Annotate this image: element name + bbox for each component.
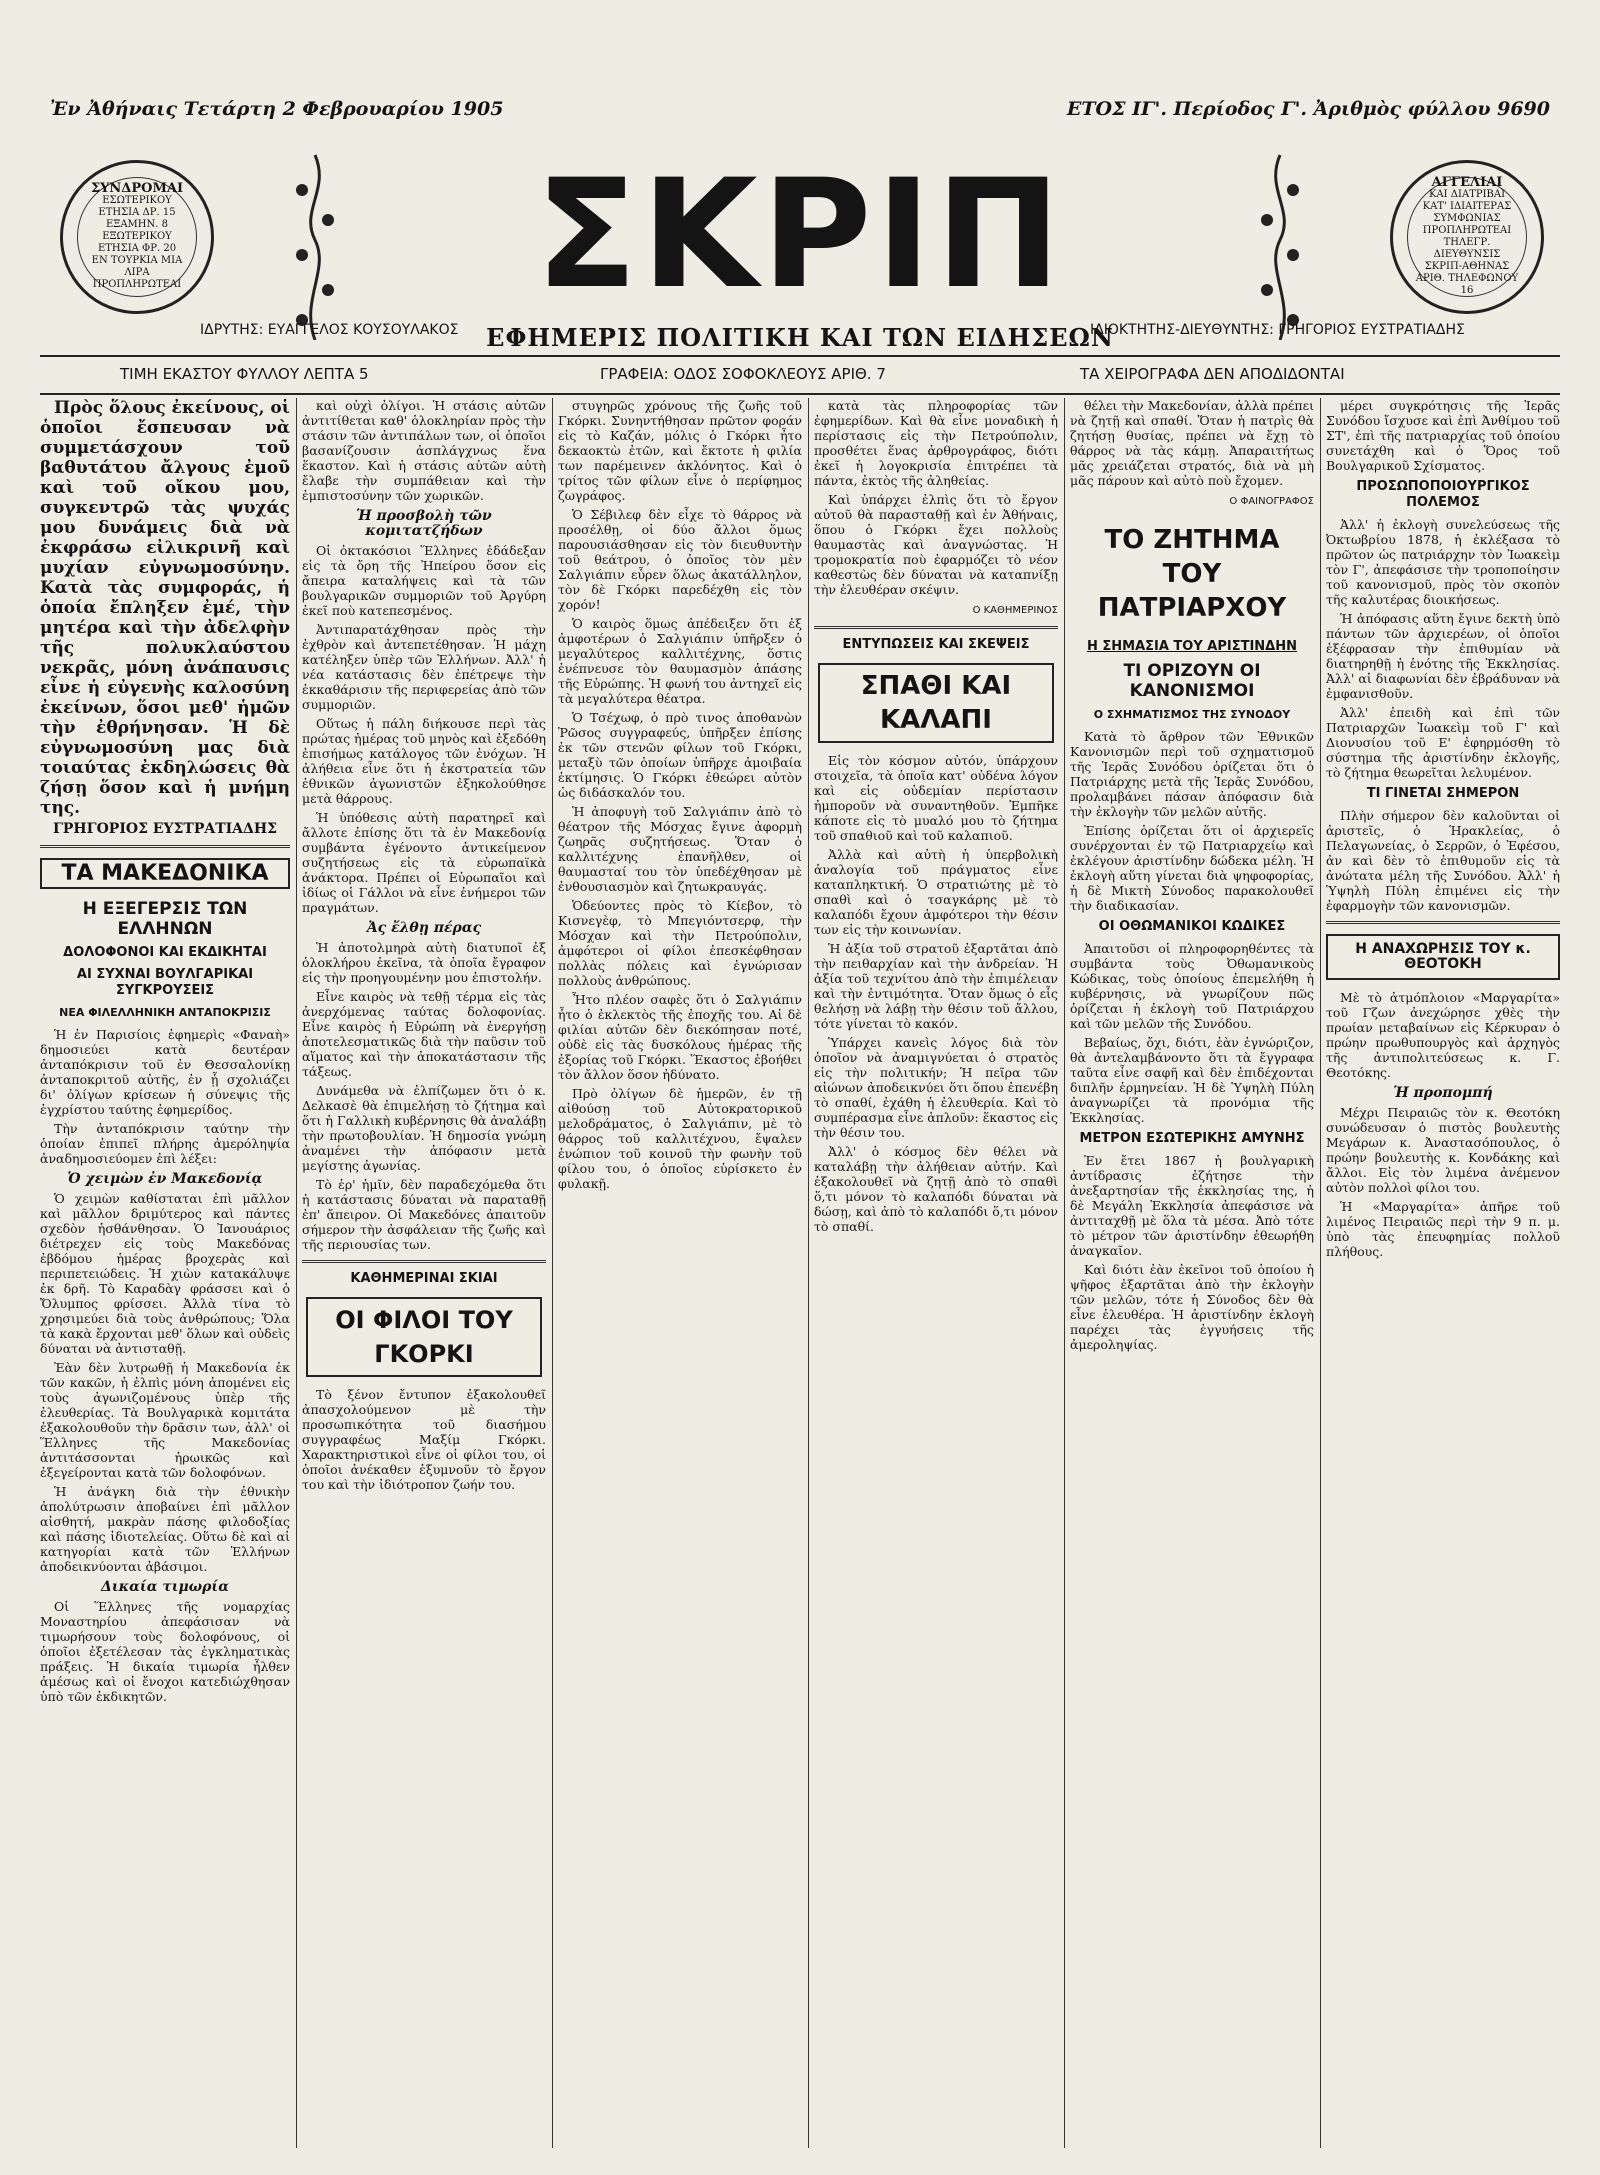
thanks-signature: ΓΡΗΓΟΡΙΟΣ ΕΥΣΤΡΑΤΙΑΔΗΣ — [52, 821, 278, 837]
column-rule — [1320, 398, 1321, 2148]
article-paragraph: Ἀλλ' ὁ κόσμος δὲν θέλει νὰ καταλάβῃ τὴν ἀλήθειαν αὐτήν. Καὶ ἐξακολουθεῖ νὰ ζητῇ ἀπὸ τὸ σπαθὶ ὅ,τι μόνον τὸ καλαπόδι δύναται νὰ δώσῃ, καὶ ἀπὸ τὸ καλαπόδι ὅ,τι μόνον τὸ σπαθί. — [814, 1144, 1058, 1234]
stamp-line: ΣΚΡΙΠ-ΑΘΗΝΑΣ — [1424, 261, 1510, 272]
column-rule — [808, 398, 809, 2148]
daily-section-label: ΚΑΘΗΜΕΡΙΝΑΙ ΣΚΙΑΙ — [350, 1271, 498, 1286]
thanks-notice: Πρὸς ὅλους ἐκείνους, οἱ ὁποῖοι ἔσπευσαν νὰ συμμετάσχουν τοῦ βαθυτάτου ἄλγους ἐμοῦ καὶ τοῦ οἴκου μου, συγκεντρῶ τὰς ψυχάς μου δυνάμεις διὰ νὰ ἐκφράσω εἰλικρινῆ καὶ μυχίαν εὐγνωμοσύνην. Κατὰ τὰς συμφοράς, ἡ ὁποία ἔπληξεν ἐμέ, τὴν μητέρα καὶ τὴν ἀδελφὴν τῆς πολυκλαύστου νεκρᾶς, μόνη ἀνάπαυσις εἶνε ἡ εὐγενὴς καλοσύνη ἐκείνων, ὅσοι μεθ' ἡμῶν τὴν ἐθρήνησαν. Ἡ δὲ εὐγνωμοσύνη μας διὰ τοιαύτας ἐκδηλώσεις θὰ ζήσῃ ὅσον καὶ ἡ μνήμη της. — [40, 398, 290, 818]
article-paragraph: Βεβαίως, ὄχι, διότι, ἐὰν ἐγνώριζον, θὰ ἀντελαμβάνοντο ὅτι τὰ ἔγγραφα ταῦτα εἶνε σαφῆ καὶ δὲν ἐπιδέχονται διπλῆν ἑρμηνείαν. Ἡ δὲ Ὑψηλὴ Πύλη ἀναγνωρίζει τὰ προνόμια τῆς Ἐκκλησίας. — [1070, 1035, 1314, 1125]
article-paragraph: Ὑπάρχει κανεὶς λόγος διὰ τὸν ὁποῖον νὰ ἀναμιγνύεται ὁ στρατὸς εἰς τὴν πολιτικήν; Ἡ πεῖρα τῶν αἰώνων ἀποδεικνύει ὅτι ὅπου ἐπενέβη τὸ σπαθί, ἐχάθη ἡ ἐλευθερία. Καὶ τὸ συμπέρασμα εἶνε ἁπλοῦν: ἕκαστος εἰς τὴν θέσιν του. — [814, 1035, 1058, 1140]
article-paragraph: Ἐπίσης ὁρίζεται ὅτι οἱ ἀρχιερεῖς συνέρχονται ἐν τῷ Πατριαρχείῳ καὶ ἐκλέγουν ἀριστίνδην δώδεκα μέλη. Ἡ ἐκλογὴ αὕτη γίνεται διὰ ψηφοφορίας, ἡ δὲ Μικτὴ Σύνοδος παρακολουθεῖ τὴν διαδικασίαν. — [1070, 823, 1314, 913]
article-paragraph: Πλὴν σήμερον δὲν καλοῦνται οἱ ἀριστεῖς, ὁ Ἡρακλείας, ὁ Πελαγωνείας, ὁ Σερρῶν, ὁ Ἐφέσου, ἀν καὶ δὲν τὸ ἐπιθυμοῦν εἰς τὰ ἀνώτατα μέλη τῆς Συνόδου. Ἀλλ' ἡ Ὑψηλὴ Πύλη ἐπιμένει εἰς τὴν ἐφαρμογὴν τῶν κανονισμῶν. — [1326, 808, 1560, 913]
owner-line: ΙΔΙΟΚΤΗΤΗΣ-ΔΙΕΥΘΥΝΤΗΣ: ΓΡΗΓΟΡΙΟΣ ΕΥΣΤΡΑΤΙΑΔΗΣ — [1090, 322, 1465, 338]
article-paragraph: Ἐν ἔτει 1867 ἡ βουλγαρικὴ ἀντίδρασις ἐζήτησε τὴν ἀνεξαρτησίαν τῆς ἐκκλησίας της, ἡ δὲ Μεγάλη Ἐκκλησία ἀπεφάσισε νὰ ἀντιταχθῇ μὲ ὅλα τὰ μέσα. Ἀπὸ τότε τὸ μέτρον τῶν ἀριστίνδην ἐθεωρήθη ἀναγκαῖον. — [1070, 1153, 1314, 1258]
macedonia-subhead-3: ΑΙ ΣΥΧΝΑΙ ΒΟΥΛΓΑΡΙΚΑΙ ΣΥΓΚΡΟΥΣΕΙΣ — [76, 967, 254, 998]
column-2 — [302, 398, 546, 2148]
sword-headline: ΣΠΑΘΙ ΚΑΙ ΚΑΛΑΠΙ — [818, 663, 1054, 743]
article-paragraph: Ἀλλ' ἡ ἐκλογὴ συνελεύσεως τῆς Ὀκτωβρίου 1878, ἡ ἐκλέξασα τὸ πρῶτον ὡς πατριάρχην τὸν Ἰωακεὶμ τὸν Γ', ἀπεφάσισε τὴν τροποποίησιν τοῦ κανονισμοῦ, πρὸς τὸν σκοπὸν τῆς καλυτέρας διοικήσεως. — [1326, 517, 1560, 607]
date-issue-line — [50, 98, 1550, 128]
macedonia-headline: ΤΑ ΜΑΚΕΔΟΝΙΚΑ — [40, 858, 290, 889]
column-5 — [1070, 398, 1314, 2148]
info-bar — [40, 355, 1560, 395]
article-paragraph: Τὴν ἀνταπόκρισιν ταύτην τὴν ὁποίαν ἐπιπεῖ πλήρης ἀμερόληψία ἀναδημοσιεύομεν ἐπὶ λέξει: — [40, 1121, 290, 1166]
article-paragraph: Ὁ Τσέχωφ, ὁ πρὸ τινος ἀποθανὼν Ῥῶσος συγγραφεύς, ὑπῆρξεν ἐπίσης ἐκ τῶν στενῶν φίλων τοῦ Γκόρκι, μεταξὺ τῶν ὁποίων ὑπῆρχε ἀμοιβαία ἐκτίμησις. Ὁ Γκόρκι ἐθεώρει αὐτὸν ὡς διδάσκαλόν του. — [558, 710, 802, 800]
article-paragraph: μέρει συγκρότησις τῆς Ἱερᾶς Συνόδου ἴσχυσε καὶ ἐπὶ Ἀνθίμου τοῦ ΣΤ', ἐπὶ τῆς πατριαρχίας τοῦ ὁποίου συνετάχθη καὶ ὁ Ὅρος τοῦ Βουλγαρικοῦ Σχίσματος. — [1326, 398, 1560, 473]
stamp-line: ΚΑΙ ΔΙΑΤΡΙΒΑΙ — [1428, 189, 1506, 200]
article-paragraph: Τὸ ξένον ἔντυπον ἐξακολουθεῖ ἀπασχολούμενον μὲ τὴν προσωπικότητα τοῦ διασήμου συγγραφέως Μαξίμ Γκόρκι. Χαρακτηριστικοὶ εἶνε οἱ φίλοι του, οἱ ὁποῖοι ἀνέκαθεν ἐξυμνοῦν τὸ ἔργον του καὶ τὴν ἰδιότροπον ζωήν του. — [302, 1387, 546, 1492]
issue-line: ΕΤΟΣ ΙΓ'. Περίοδος Γ'. Ἀριθμὸς φύλλου 9690 — [1066, 98, 1550, 120]
column-rule — [552, 398, 553, 2148]
offices-label: ΓΡΑΦΕΙΑ: ΟΔΟΣ ΣΟΦΟΚΛΕΟΥΣ ΑΡΙΘ. 7 — [600, 365, 886, 383]
stamp-line: ΤΗΛΕΓΡ. ΔΙΕΥΘΥΝΣΙΣ — [1433, 237, 1501, 260]
column-rule — [296, 398, 297, 2148]
article-paragraph: Ἡ ἐν Παρισίοις ἐφημερὶς «Φαναὴ» δημοσιεύει κατὰ δευτέραν ἀνταπόκρισιν τοῦ ἐν Θεσσαλονίκῃ ἀνταποκριτοῦ αὐτῆς, ἐν ᾗ σχολιάζει δι' ὀλίγων κρίσεων ἡ σύνεψις τῆς ἐγχρίστου ταύτης ἐφημερίδος. — [40, 1027, 290, 1117]
article-paragraph: Μὲ τὸ ἀτμόπλοιον «Μαργαρίτα» τοῦ Γζων ἀνεχώρησε χθὲς τὴν πρωίαν μεταβαίνων εἰς Κέρκυραν ὁ πρώην πρωθυπουργὸς καὶ ἀρχηγὸς τῆς ἀντιπολιτεύσεως κ. Γ. Θεοτόκης. — [1326, 990, 1560, 1080]
section-subhead: ΜΕΤΡΟΝ ΕΣΩΤΕΡΙΚΗΣ ΑΜΥΝΗΣ — [1079, 1131, 1305, 1146]
article-columns — [40, 398, 1560, 2148]
article-paragraph: Ὁ χειμὼν καθίσταται ἐπὶ μᾶλλον καὶ μᾶλλον δριμύτερος καὶ πάντες σχεδὸν ἠσθάνθησαν. Ὁ Ἰανουάριος διέτρεχεν εἰς τοὺς Μακεδόνας ἐβδόμου ἡμέρας βροχερὰς καὶ περιπετειώδεις. Ἡ χιὼν κατακάλυψε ἐκ δρῆ. Τὸ Καραδὰγ φράσσει καὶ ὁ Ὄλυμπος φρίσσει. Ἀλλὰ τίνα τὸ χρησιμεύει διὰ τοὺς ἀνθρώπους; Ὅλα τὰ κακὰ ἔρχονται μεθ' ὅλων καὶ οὐδεὶς δύναται νὰ ἀντισταθῇ. — [40, 1191, 290, 1356]
advertisements-stamp-head: ΑΓΓΕΛΙΑΙ — [1431, 175, 1503, 190]
article-paragraph: καὶ οὐχὶ ὀλίγοι. Ἡ στάσις αὐτῶν ἀντιτίθεται καθ' ὁλοκληρίαν πρὸς τὴν στάσιν τῶν ἀντιπάλων των, οἱ ὁποῖοι βασανίζουσιν ἀσπλάγχνως ἕνα ἕκαστον. Καὶ ἡ στάσις αὐτῶν αὐτὴ ἔλαβε τὴν συμπάθειαν καὶ τὴν ἐμπιστοσύνην τῶν χωρικῶν. — [302, 398, 546, 503]
stamp-line: ΠΡΟΠΛΗΡΩΤΕΑΙ — [1422, 225, 1512, 236]
founder-line: ΙΔΡΥΤΗΣ: ΕΥΑΓΓΕΛΟΣ ΚΟΥΣΟΥΛΑΚΟΣ — [200, 322, 459, 338]
article-paragraph: Ἀλλὰ καὶ αὐτὴ ἡ ὑπερβολικὴ ἀναλογία τοῦ πράγματος εἶνε καταπληκτική. Ὁ στρατιώτης μὲ τὸ σπαθὶ καὶ ὁ τσαγκάρης μὲ τὸ καλαπόδι ἔχουν ἀμφότεροι τὴν θέσιν των εἰς τὴν κοινωνίαν. — [814, 847, 1058, 937]
section-subhead: Ὁ χειμὼν ἐν Μακεδονίᾳ — [67, 1171, 263, 1187]
section-subhead: Ἡ προπομπή — [1393, 1085, 1493, 1101]
article-byline: Ο ΚΑΘΗΜΕΡΙΝΟΣ — [972, 605, 1058, 616]
article-paragraph: θέλει τὴν Μακεδονίαν, ἀλλὰ πρέπει νὰ ζητῇ καὶ σπαθί. Ὅταν ἡ πατρὶς θὰ ζητήσῃ θυσίας, πρέπει νὰ ἔχῃ τὸ θάρρος νὰ τὰς κάμῃ. Ἀπαραιτήτως μᾶς χρειάζεται στρατός, διὰ νὰ μὴ μᾶς πάρουν καὶ αὐτὸ ποὺ ἔχομεν. — [1070, 398, 1314, 488]
article-paragraph: Ἡ ὑπόθεσις αὐτὴ παρατηρεῖ καὶ ἄλλοτε ἐπίσης ὅτι τὰ ἐν Μακεδονίᾳ συμβάντα ἐγένοντο ἀντικείμενον συζητήσεως εἰς τὰ εὐρωπαϊκὰ ἀνάκτορα. Πρέπει οἱ Εὐρωπαῖοι καὶ ἰδίως οἱ Γάλλοι νὰ εἶνε ἐνήμεροι τῶν πραγμάτων. — [302, 810, 546, 915]
stamp-line: ΠΡΟΠΛΗΡΩΤΕΑΙ — [92, 279, 182, 290]
gorki-headline: ΟΙ ΦΙΛΟΙ ΤΟΥ ΓΚΟΡΚΙ — [306, 1297, 542, 1377]
theotokis-headline: Η ΑΝΑΧΩΡΗΣΙΣ ΤΟΥ κ. ΘΕΟΤΟΚΗ — [1326, 934, 1560, 980]
article-paragraph: Τὸ ἐρ' ἡμῖν, δὲν παραδεχόμεθα ὅτι ἡ κατάστασις δύναται νὰ παραταθῇ ἐπ' ἄπειρον. Οἱ Μακεδόνες ἀπαιτοῦν σήμερον τὴν ἀσφάλειαν τῆς ζωῆς καὶ τῆς περιουσίας των. — [302, 1177, 546, 1252]
manuscripts-label: ΤΑ ΧΕΙΡΟΓΡΑΦΑ ΔΕΝ ΑΠΟΔΙΔΟΝΤΑΙ — [1080, 365, 1345, 383]
date-line: Ἐν Ἀθήναις Τετάρτη 2 Φεβρουαρίου 1905 — [50, 98, 504, 120]
stamp-line: ΕΞΩΤΕΡΙΚΟΥ — [102, 231, 172, 242]
article-paragraph: Καὶ διότι ἐὰν ἐκεῖνοι τοῦ ὁποίου ἡ ψῆφος ἐξαρτᾶται ἀπὸ τὴν ἐκλογὴν τῶν μελῶν, τότε ἡ Σύνοδος δὲν θὰ εἶνε ἐλευθέρα. Ἡ ἀριστίνδην ἐκλογὴ παρέχει τὰς ἐγγυήσεις τῆς ἀμεροληψίας. — [1070, 1262, 1314, 1352]
article-paragraph: Οἱ Ἕλληνες τῆς νομαρχίας Μοναστηρίου ἀπεφάσισαν νὰ τιμωρήσουν τοὺς δολοφόνους, οἱ ὁποῖοι ἐξετέλεσαν τὰς ἐγκληματικὰς πράξεις. Ἡ δικαία τιμωρία ἦλθεν ἀμέσως καὶ οἱ ἔνοχοι κατεδιώχθησαν ὑπὸ τῶν ἐκδικητῶν. — [40, 1599, 290, 1704]
impressions-section-label: ΕΝΤΥΠΩΣΕΙΣ ΚΑΙ ΣΚΕΨΕΙΣ — [842, 637, 1030, 652]
section-subhead: ΠΡΟΣΩΠΟΠΟΙΟΥΡΓΙΚΟΣ ΠΟΛΕΜΟΣ — [1356, 479, 1530, 510]
article-paragraph: Καὶ ὑπάρχει ἐλπὶς ὅτι τὸ ἔργον αὐτοῦ θὰ παρασταθῇ καὶ ἐν Ἀθήναις, ὅπου ὁ Γκόρκι ἔχει πολλοὺς θαυμαστὰς καὶ ἀναγνώστας. Ἡ τρομοκρατία ποὺ ἐφαρμόζει τὸ νέον καθεστὼς δὲν δύναται νὰ καταπνίξῃ τὴν ἐλευθέραν σκέψιν. — [814, 492, 1058, 597]
section-subhead: ΟΙ ΟΘΩΜΑΝΙΚΟΙ ΚΩΔΙΚΕΣ — [1098, 919, 1286, 934]
article-paragraph: Ἀλλ' ἐπειδὴ καὶ ἐπὶ τῶν Πατριαρχῶν Ἰωακεὶμ τοῦ Γ' καὶ Διονυσίου τοῦ Ε' ἐφηρμόσθη τὸ σύστημα τῆς ἀριστίνδην ἐκλογῆς, τὸ ζήτημα θεωρεῖται λελυμένον. — [1326, 705, 1560, 780]
macedonia-subhead-2: ΔΟΛΟΦΟΝΟΙ ΚΑΙ ΕΚΔΙΚΗΤΑΙ — [63, 945, 267, 960]
stamp-line: ΕΝ ΤΟΥΡΚΙΑ ΜΙΑ ΛΙΡΑ — [91, 255, 183, 278]
article-byline: Ο ΦΑΙΝΟΓΡΑΦΟΣ — [1229, 496, 1314, 507]
column-6 — [1326, 398, 1560, 2148]
column-1 — [40, 398, 290, 2148]
newspaper-subtitle: ΕΦΗΜΕΡΙΣ ΠΟΛΙΤΙΚΗ ΚΑΙ ΤΩΝ ΕΙΔΗΣΕΩΝ — [486, 323, 1114, 352]
macedonia-subhead-4: ΝΕΑ ΦΙΛΕΛΛΗΝΙΚΗ ΑΝΤΑΠΟΚΡΙΣΙΣ — [59, 1006, 271, 1019]
patriarch-headline: ΤΟ ΖΗΤΗΜΑ ΤΟΥ ΠΑΤΡΙΑΡΧΟΥ — [1097, 525, 1287, 623]
article-paragraph: Οἱ ὀκτακόσιοι Ἕλληνες ἐδάδεξαν εἰς τὰ ὄρη τῆς Ἠπείρου ὅσον εἰς ἄπειρα καταλήψεις καὶ τὰ τῶν βουλγαρικῶν συμμοριῶν τοῦ Ἀργύρη ἐκεῖ ποὺ κατεπεσμένος. — [302, 543, 546, 618]
masthead-title-block — [0, 140, 1600, 352]
article-paragraph: Εἶνε καιρὸς νὰ τεθῇ τέρμα εἰς τὰς ἀνερχόμενας ταύτας δολοφονίας. Εἶνε καιρὸς ἡ Εὐρώπη νὰ ἐνεργήσῃ ἀποτελεσματικῶς διὰ τὴν παῦσιν τοῦ αἵματος καὶ τὴν ἀποκατάστασιν τῆς τάξεως. — [302, 989, 546, 1079]
stamp-line: ΚΑΤ' ΙΔΙΑΙΤΕΡΑΣ — [1422, 201, 1512, 212]
section-subhead: Ἀς ἔλθῃ πέρας — [366, 920, 482, 936]
article-paragraph: κατὰ τὰς πληροφορίας τῶν ἐφημερίδων. Καὶ θὰ εἶνε μοναδικὴ ἡ περίστασις εἰς τὴν Πετρούπολιν, προσθέτει ἕνας ἀρθρογράφος, διότι ἐκεῖ ἡ λογοκρισία ἐπιτρέπει τὰ πάντα, ἐκτὸς τῆς ἀληθείας. — [814, 398, 1058, 488]
stamp-line: ΕΤΗΣΙΑ ΦΡ. 20 — [97, 243, 177, 254]
patriarch-subhead-1: Η ΣΗΜΑΣΙΑ ΤΟΥ ΑΡΙΣΤΙΝΔΗΝ — [1086, 639, 1298, 654]
article-paragraph: στυγηρῶς χρόνους τῆς ζωῆς τοῦ Γκόρκι. Συνηντήθησαν πρῶτον φοράν εἰς τὸ Καζάν, μόλις ὁ Γκόρκι ἦτο δεκαοκτὼ ἐτῶν, καὶ ἔκτοτε ἡ φιλία των παρέμεινεν ἀκλόνητος. Καὶ ὁ τρίτος τῶν φίλων εἶνε ὁ περίφημος ζωγράφος. — [558, 398, 802, 503]
article-paragraph: Πρὸ ὀλίγων δὲ ἡμερῶν, ἐν τῇ αἰθούσῃ τοῦ Αὐτοκρατορικοῦ μελοδράματος, ὁ Σαλγιάπιν, μὲ τὸ θάρρος τοῦ καλλιτέχνου, ἔψαλεν ἐνώπιον τοῦ κοινοῦ τὴν φωνὴν τοῦ φίλου του, ὁ ὁποῖος εὑρίσκετο ἐν φυλακῇ. — [558, 1086, 802, 1191]
article-paragraph: Ὁ Σέβιλεφ δὲν εἶχε τὸ θάρρος νὰ προσέλθῃ, οἱ δύο ἄλλοι ὅμως παρουσιάσθησαν εἰς τὸν διευθυντὴν τοῦ θεάτρου, ὁ ὁποῖος τὸν μὲν Σαλγιάπιν εὗρεν ὅλως ἀκατάλληλον, τὸν δὲ Γκόρκι παρεδέχθη εἰς τὸν χορόν! — [558, 507, 802, 612]
stamp-line: ΕΣΩΤΕΡΙΚΟΥ — [102, 195, 172, 206]
article-paragraph: Οὕτως ἡ πάλη διήκουσε περὶ τὰς πρώτας ἡμέρας τοῦ μηνὸς καὶ ἐξεδόθη ἐπισήμως κατάλογος τῶν ἐνόχων. Ἡ ἀλήθεια εἶνε ὅτι ἡ ἐκστρατεία τῶν ἐθνικῶν ἀγωνιστῶν ἐξηκολούθησε μετὰ θάρρους. — [302, 716, 546, 806]
column-3 — [558, 398, 802, 2148]
article-paragraph: Ἡ «Μαργαρίτα» ἀπῆρε τοῦ λιμένος Πειραιῶς περὶ τὴν 9 π. μ. ὑπὸ τὰς ἐπευφημίας πολλοῦ πλήθους. — [1326, 1199, 1560, 1259]
article-paragraph: Ὁ καιρὸς ὅμως ἀπέδειξεν ὅτι ἐξ ἀμφοτέρων ὁ Σαλγιάπιν ὑπῆρξεν ὁ μεγαλύτερος καλλιτέχνης, ὅστις ἐνέπνευσε τὸν θαυμασμὸν ἁπάσης τῆς Εὐρώπης. Ἡ φωνή του ἀντηχεῖ εἰς τὰ μεγαλύτερα θέατρα. — [558, 616, 802, 706]
patriarch-subhead-3: Ο ΣΧΗΜΑΤΙΣΜΟΣ ΤΗΣ ΣΥΝΟΔΟΥ — [1093, 708, 1291, 721]
article-paragraph: Δυνάμεθα νὰ ἐλπίζωμεν ὅτι ὁ κ. Δελκασὲ θὰ ἐπιμελήσῃ τὸ ζήτημα καὶ ὅτι ἡ Γαλλικὴ κυβέρνησις θὰ ἀναλάβῃ τὴν πρωτοβουλίαν. Ἡ δημοσία γνώμη ἀναμένει τὴν ἀπόφασιν μετὰ μεγίστης ἀγωνίας. — [302, 1083, 546, 1173]
section-subhead: ΤΙ ΓΙΝΕΤΑΙ ΣΗΜΕΡΟΝ — [1366, 786, 1520, 801]
stamp-line: ΑΡΙΘ. ΤΗΛΕΦΩΝΟΥ 16 — [1415, 273, 1519, 296]
stamp-line: ΕΞΑΜΗΝ. 8 — [106, 219, 168, 230]
article-paragraph: Ἀντιπαρατάχθησαν πρὸς τὴν ἐχθρὸν καὶ ἀντεπετέθησαν. Ἡ μάχη κατέληξεν ὑπὲρ τῶν Ἑλλήνων. Ἀλλ' ἡ νέα κατάστασις δὲν ἐπέτρεψε τὴν ἐκκαθάρισιν τῆς περιφερείας ἀπὸ τῶν συμμοριῶν. — [302, 622, 546, 712]
article-paragraph: Ἦτο πλέον σαφὲς ὅτι ὁ Σαλγιάπιν ἦτο ὁ ἐκλεκτὸς τῆς ἐποχῆς του. Αἱ δὲ φιλίαι αὐτῶν δὲν διεκόπησαν ποτέ, οὐδὲ εἰς τὰς δυσκόλους ἡμέρας τῆς ἐξορίας τοῦ Γκόρκι. Ἕκαστος ἐβοήθει τὸν ἄλλον ὅσον ἠδύνατο. — [558, 992, 802, 1082]
article-paragraph: Κατὰ τὸ ἄρθρον τῶν Ἐθνικῶν Κανονισμῶν περὶ τοῦ σχηματισμοῦ τῆς Ἱερᾶς Συνόδου ὁρίζεται ὅτι ὁ Πατριάρχης μετὰ τῆς Ἱερᾶς Συνόδου, προλαμβάνει πάσαν ἀπόφασιν διὰ τὴν ἐκλογὴν τῶν μελῶν αὐτῆς. — [1070, 729, 1314, 819]
patriarch-subhead-2: ΤΙ ΟΡΙΖΟΥΝ ΟΙ ΚΑΝΟΝΙΣΜΟΙ — [1123, 661, 1261, 701]
article-paragraph: Ἐὰν δὲν λυτρωθῇ ἡ Μακεδονία ἐκ τῶν κακῶν, ἡ ἐλπὶς μόνη ἀπομένει εἰς τοὺς ἀγωνιζομένους ὑπὲρ τῆς ἐλευθερίας. Τὰ Βουλγαρικὰ κομιτάτα ἐξακολουθοῦν τὴν δρᾶσιν των, ἀλλ' οἱ Ἕλληνες τῆς Μακεδονίας ἀντιτάσσονται ἡρωικῶς καὶ ἐξεγείρονται κατὰ τῶν δολοφόνων. — [40, 1360, 290, 1480]
article-paragraph: Μέχρι Πειραιῶς τὸν κ. Θεοτόκη συνώδευσαν ὁ πιστὸς βουλευτὴς Μεγάρων κ. Ἀναστασόπουλος, ὁ πρώην βουλευτὴς κ. Κονδάκης καὶ ἄλλοι. Εἰς τὸν λιμένα ἀνέμενον αὐτὸν πολλοὶ φίλοι του. — [1326, 1105, 1560, 1195]
subscriptions-stamp-head: ΣΥΝΔΡΟΜΑΙ — [90, 181, 184, 196]
article-paragraph: Ἡ ἀποτολμηρὰ αὐτὴ διατυποῖ ἐξ ὁλοκλήρου ἐκεῖνα, τὰ ὁποῖα ἔγραφον εἰς τὴν προηγουμένην μου ἐπιστολήν. — [302, 940, 546, 985]
macedonia-subhead-1: Η ΕΞΕΓΕΡΣΙΣ ΤΩΝ ΕΛΛΗΝΩΝ — [82, 899, 248, 939]
stamp-line: ΕΤΗΣΙΑ ΔΡ. 15 — [98, 207, 176, 218]
column-rule — [1064, 398, 1065, 2148]
article-paragraph: Ὁδεύοντες πρὸς τὸ Κίεβον, τὸ Κισνεγὲφ, τὸ Μπεγιόντσερφ, τὴν Μόσχαν καὶ τὴν Πετρούπολιν, ἀμφότεροι οἱ φίλοι ἐπεσκέφθησαν πολλὰς πόλεις καὶ ἐγνώρισαν πολλοὺς ἀνθρώπους. — [558, 898, 802, 988]
section-subhead: Δικαία τιμωρία — [101, 1579, 229, 1595]
article-paragraph: Ἡ ἀποφυγὴ τοῦ Σαλγιάπιν ἀπὸ τὸ θέατρον τῆς Μόσχας ἔγινε ἀφορμὴ ζωηρᾶς συζητήσεως. Ὅταν ὁ καλλιτέχνης ἐπανῆλθεν, οἱ θαυμασταί του τὸν ὑπεδέχθησαν μὲ ἐνθουσιασμὸν καὶ ζητωκραυγάς. — [558, 804, 802, 894]
section-subhead: Ἡ προσβολὴ τῶν κομιτατζήδων — [356, 508, 492, 539]
article-paragraph: Εἰς τὸν κόσμον αὐτόν, ὑπάρχουν στοιχεῖα, τὰ ὁποῖα κατ' οὐδένα λόγον καὶ εἰς οὐδεμίαν περίστασιν ἠμποροῦν νὰ συναντηθοῦν. Ἐμπῆκε κάποτε εἰς τὸ μυαλό μου τὸ ζήτημα τοῦ σπαθιοῦ καὶ τοῦ καλαπιοῦ. — [814, 753, 1058, 843]
article-paragraph: Ἀπαιτοῦσι οἱ πληροφορηθέντες τὰ συμβάντα τοὺς Ὀθωμανικοὺς Κώδικας, τοὺς ὁποίους ἐπεμελήθη ἡ κυβέρνησις, νὰ γνωρίζουν πῶς ὁρίζεται ἡ ἐκλογὴ τοῦ Πατριάρχου καὶ τῶν μελῶν τῆς Συνόδου. — [1070, 941, 1314, 1031]
article-paragraph: Ἡ ἀξία τοῦ στρατοῦ ἐξαρτᾶται ἀπὸ τὴν πειθαρχίαν καὶ τὴν ἀνδρείαν. Ἡ ἀξία τοῦ τεχνίτου ἀπὸ τὴν ἐπιμέλειαν καὶ τὴν ἐντιμότητα. Ὅταν ὅμως ὁ εἷς θελήσῃ νὰ λάβῃ τὴν θέσιν τοῦ ἄλλου, τότε γίνεται τὸ κακόν. — [814, 941, 1058, 1031]
article-paragraph: Ἡ ἀπόφασις αὕτη ἔγινε δεκτὴ ὑπὸ πάντων τῶν ἀρχιερέων, οἱ ὁποῖοι ἐξέφρασαν τὴν ἐπιθυμίαν νὰ διατηρηθῇ ἡ ἑνότης τῆς Ἐκκλησίας. Ἀλλ' αἱ διαφωνίαι δὲν ἐβράδυναν νὰ ἐμφανισθοῦν. — [1326, 611, 1560, 701]
article-paragraph: Ἡ ἀνάγκη διὰ τὴν ἐθνικὴν ἀπολύτρωσιν ἀποβαίνει ἐπὶ μᾶλλον αἰσθητή, μακρὰν πάσης φιλοδοξίας καὶ πάσης ἰδιοτελείας. Οὕτω δὲ καὶ αἱ κατηγορίαι κατὰ τῶν Ἑλλήνων ἀποδεικνύονται ἀβάσιμοι. — [40, 1484, 290, 1574]
stamp-line: ΣΥΜΦΩΝΙΑΣ — [1433, 213, 1501, 224]
newspaper-title: ΣΚΡΙΠ — [535, 148, 1065, 322]
price-label: ΤΙΜΗ ΕΚΑΣΤΟΥ ΦΥΛΛΟΥ ΛΕΠΤΑ 5 — [120, 365, 369, 383]
column-4 — [814, 398, 1058, 2148]
